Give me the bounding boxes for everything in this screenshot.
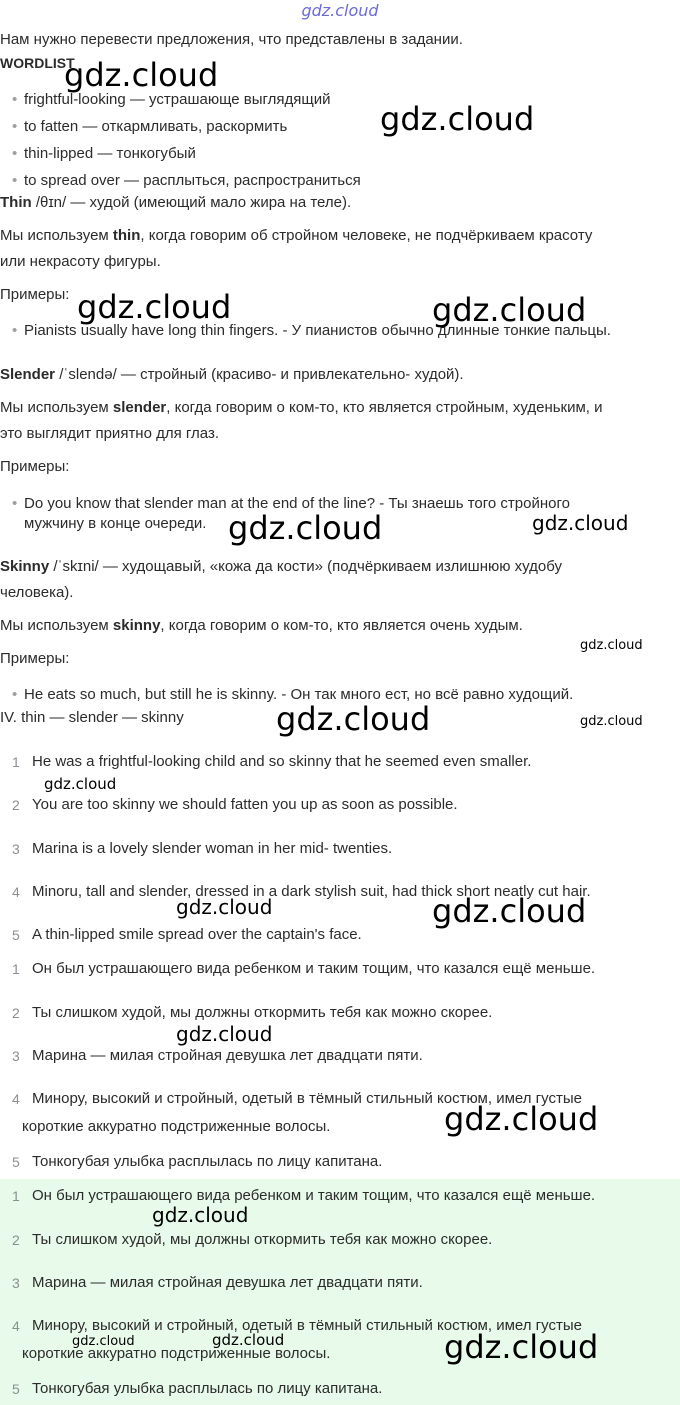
watermark: gdz.cloud (152, 1203, 249, 1227)
watermark: gdz.cloud (580, 714, 643, 729)
watermark: gdz.cloud (276, 700, 431, 738)
watermark: gdz.cloud (77, 288, 232, 326)
watermark: gdz.cloud (64, 56, 219, 94)
watermark: gdz.cloud (44, 775, 117, 793)
watermark: gdz.cloud (380, 100, 535, 138)
watermark: gdz.cloud (72, 1334, 135, 1349)
watermark: gdz.cloud (532, 511, 629, 535)
skinny-usage: Мы используем skinny, когда говорим о ком-то, кто является очень худым. (0, 617, 523, 634)
watermark: gdz.cloud (176, 1022, 273, 1046)
thin-usage-cont: или некрасоту фигуры. (0, 253, 161, 270)
skinny-definition-cont: человека). (0, 584, 74, 601)
slender-usage-cont: это выглядит приятно для глаз. (0, 425, 220, 442)
watermark: gdz.cloud (432, 892, 587, 930)
thin-usage: Мы используем thin, когда говорим об стройном человеке, не подчёркиваем красоту (0, 227, 593, 244)
watermark: gdz.cloud (176, 895, 273, 919)
thin-definition: Thin /θɪn/ — худой (имеющий мало жира на теле). (0, 194, 352, 211)
watermark: gdz.cloud (212, 1331, 285, 1349)
intro-text: Нам нужно перевести предложения, что представлены в задании. (0, 31, 463, 48)
skinny-definition: Skinny /ˈskɪni/ — худощавый, «кожа да кости» (подчёркиваем излишнюю худобу (0, 558, 563, 575)
slender-example-cont: мужчину в конце очереди. (24, 515, 207, 532)
watermark: gdz.cloud (580, 638, 643, 653)
slender-examples-label: Примеры: (0, 458, 70, 475)
skinny-examples-label: Примеры: (0, 650, 70, 667)
slender-usage: Мы используем slender, когда говорим о ком-то, кто является стройным, худеньким, и (0, 399, 603, 416)
watermark: gdz.cloud (228, 509, 383, 547)
watermark: gdz.cloud (432, 291, 587, 329)
section-title: IV. thin — slender — skinny (0, 709, 184, 726)
thin-examples-label: Примеры: (0, 286, 70, 303)
wordlist-title: WORDLIST (0, 55, 75, 71)
watermark: gdz.cloud (444, 1100, 599, 1138)
watermark: gdz.cloud (444, 1328, 599, 1366)
top-watermark: gdz.cloud (301, 1, 379, 20)
slender-definition: Slender /ˈslendə/ — стройный (красиво- и привлекательно- худой). (0, 366, 464, 383)
